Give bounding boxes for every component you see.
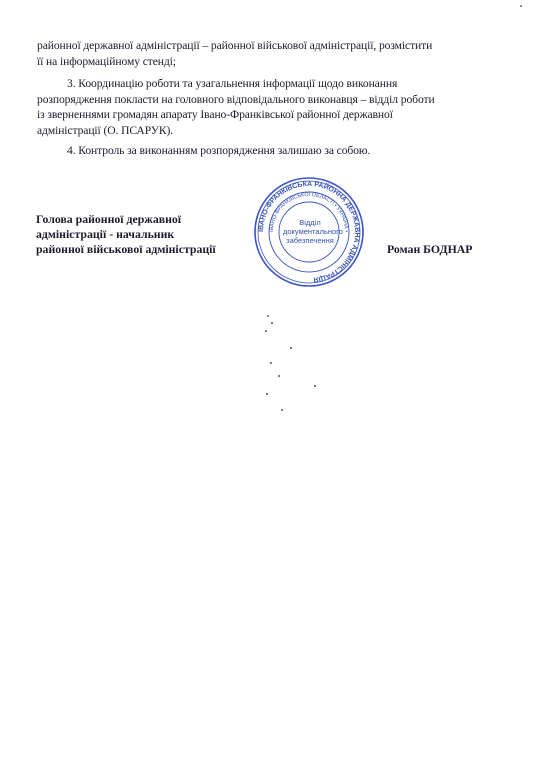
scan-speck — [278, 375, 280, 377]
stamp-center-text — [283, 218, 343, 245]
text-line: 4. Контроль за виконанням розпорядження залишаю за собою. — [67, 144, 371, 157]
paragraph-2-continuation — [37, 38, 485, 69]
scan-speck — [270, 362, 272, 364]
scan-speck — [314, 385, 316, 387]
paragraph-3 — [37, 76, 485, 138]
signatory-title-line: Голова районної державної — [36, 212, 182, 226]
scan-speck — [265, 330, 267, 332]
signatory-title-line: районної військової адміністрації — [36, 242, 216, 257]
signatory-title — [36, 212, 216, 258]
text-line: 3. Координацію роботи та узагальнення інформації щодо виконання — [67, 77, 398, 90]
stamp-center-line: документального — [283, 227, 343, 236]
stamp-inner-text: ІВАНО-ФРАНКІВСЬКОЇ ОБЛАСТІ • УКРАЇНА • — [268, 191, 350, 233]
text-line: її на інформаційному стенді; — [37, 54, 176, 68]
signatory-name: Роман БОДНАР — [387, 242, 473, 256]
text-line: із зверненнями громадян апарату Івано-Франківської районної державної — [37, 108, 393, 122]
scan-speck — [266, 393, 268, 395]
scan-speck — [290, 347, 292, 349]
paragraph-4 — [37, 143, 485, 159]
stamp-center-line: Відділ — [299, 218, 321, 227]
scan-speck — [520, 5, 522, 7]
stamp-outer-text: ІВАНО-ФРАНКІВСЬКА РАЙОННА ДЕРЖАВНА АДМІНІСТРАЦІЯ — [257, 180, 361, 283]
text-line: адміністрації (О. ПСАРУК). — [37, 123, 174, 137]
scan-speck — [281, 409, 283, 411]
scan-speck — [267, 315, 269, 317]
stamp-center-line: забезпечення — [286, 236, 334, 245]
text-line: районної державної адміністрації – районної військової адміністрації, розмістити — [37, 39, 433, 52]
scan-speck — [271, 322, 273, 324]
text-line: розпорядження покласти на головного відповідального виконавця – відділ роботи — [37, 92, 435, 106]
signatory-title-line: адміністрації - начальник — [36, 227, 175, 242]
